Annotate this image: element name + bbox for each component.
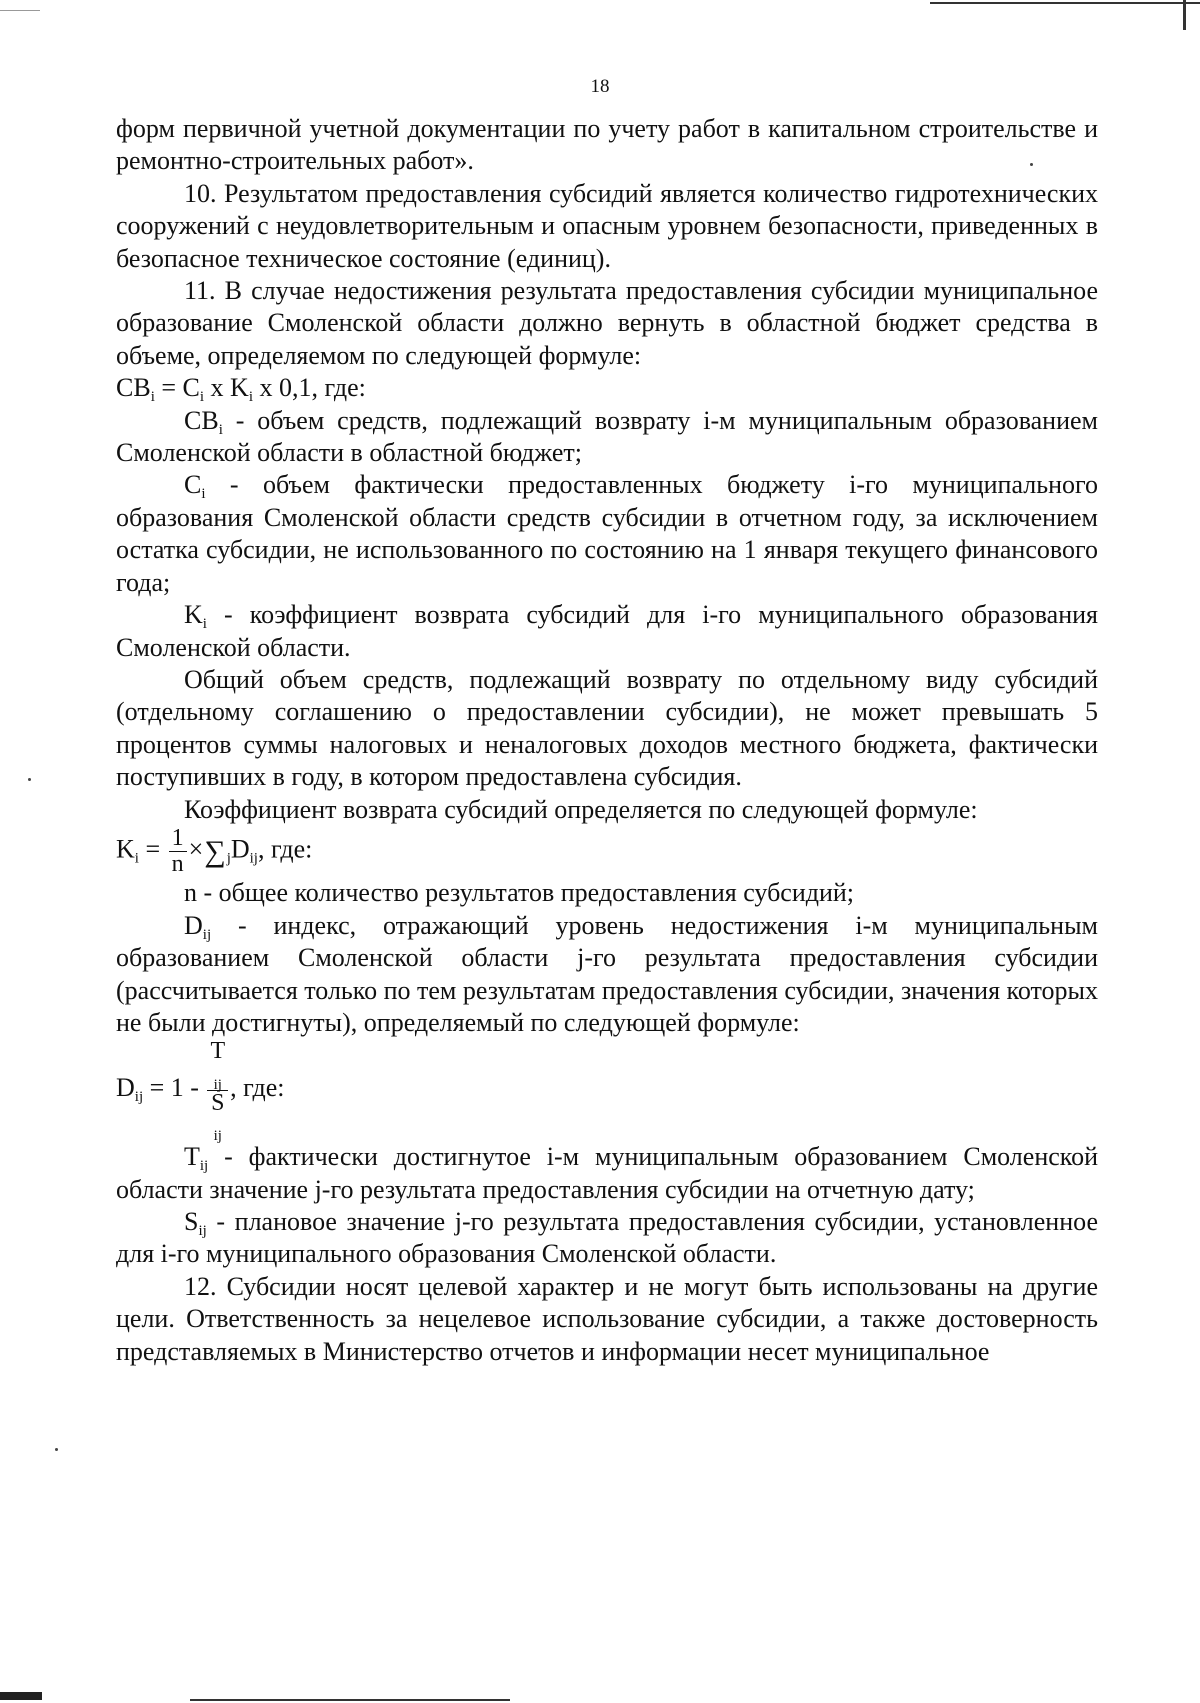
bottom-left-scan-mark — [0, 1692, 42, 1700]
definition-cb: $CB_i$ - объем средств, подлежащий возврату i-м муниципальным образованием Смоленской области в областной бюджет; — [116, 405, 1098, 468]
paragraph-10: 10. Результатом предоставления субсидий является количество гидротехнических сооружений с неудовлетворительным и опасным уровнем безопасности, приведенных в безопасное техническое состояние (единиц). — [116, 178, 1098, 273]
paragraph-coefficient: Коэффициент возврата субсидий определяется по следующей формуле: — [184, 794, 978, 824]
bottom-scan-line — [190, 1699, 510, 1701]
paragraph-total-volume: Общий объем средств, подлежащий возврату по отдельному виду субсидий (отдельному соглашению о предоставлении субсидии), не может превышать 5 процентов суммы налоговых и неналоговых доходов местного бюджета, фактически поступивших в году, в котором предоставлена субсидия. — [116, 664, 1098, 792]
definition-d: $D_{ij}$ - индекс, отражающий уровень недостижения i-м муниципальным образованием Смоленской области j-го результата предоставления субсидии (рассчитывается только по тем результатам предоставления субсидии, значения которых не были достигнуты), определяемый по следующей формуле: — [116, 910, 1098, 1037]
fraction-one-over-n: $\frac{1}{n}$ — [169, 826, 187, 877]
fraction-t-over-s: T $_{ij}$ S $_{ij}$ — [207, 1039, 228, 1141]
right-edge-scan-line — [1183, 0, 1186, 30]
top-right-scan-line — [930, 2, 1200, 4]
document-body — [116, 113, 1098, 1368]
formula-k: $K_i$ = $\frac{1}{n}$ $\times\sum_jD_{ij}$, где: — [116, 824, 313, 878]
definition-c: $C_i$ - объем фактически предоставленных бюджету i-го муниципального образования Смоленской области средств субсидии в отчетном году, за исключением остатка субсидии, не использованного по состоянию на 1 января текущего финансового года; — [116, 470, 1098, 597]
sigma-symbol: ∑ — [204, 834, 226, 868]
top-left-scan-mark — [0, 10, 40, 11]
formula-cb: $CB_i = C_i$ x $K_i$ x 0,1, где: — [116, 373, 366, 406]
paragraph-12: 12. Субсидии носят целевой характер и не могут быть использованы на другие цели. Ответственность за нецелевое использование субсидии, а также достоверность представляемых в Министерство отчетов и информации несет муниципальное — [116, 1271, 1098, 1366]
margin-dot — [55, 1448, 58, 1451]
definition-s: $S_{ij}$ - плановое значение j-го результата предоставления субсидии, установленное для i-го муниципального образования Смоленской области. — [116, 1206, 1098, 1269]
paragraph-11: 11. В случае недостижения результата предоставления субсидии муниципальное образование Смоленской области должно вернуть в областной бюджет средства в объеме, определяемом по следующей формуле: — [116, 276, 1098, 370]
page-number: 18 — [590, 76, 610, 97]
formula-d: $D_{ij} = 1$ - T $_{ij}$ S $_{ij}$ , где: — [116, 1038, 285, 1144]
definition-k: $K_i$ - коэффициент возврата субсидий для i-го муниципального образования Смоленской области. — [116, 600, 1098, 662]
margin-dot — [28, 778, 31, 781]
definition-t: $T_{ij}$ - фактически достигнутое i-м муниципальным образованием Смоленской области значение j-го результата предоставления субсидии на отчетную дату; — [116, 1142, 1098, 1204]
paragraph-continuation: форм первичной учетной документации по учету работ в капитальном строительстве и ремонтно-строительных работ». — [116, 114, 1098, 176]
definition-n: n - общее количество результатов предоставления субсидий; — [184, 878, 855, 908]
